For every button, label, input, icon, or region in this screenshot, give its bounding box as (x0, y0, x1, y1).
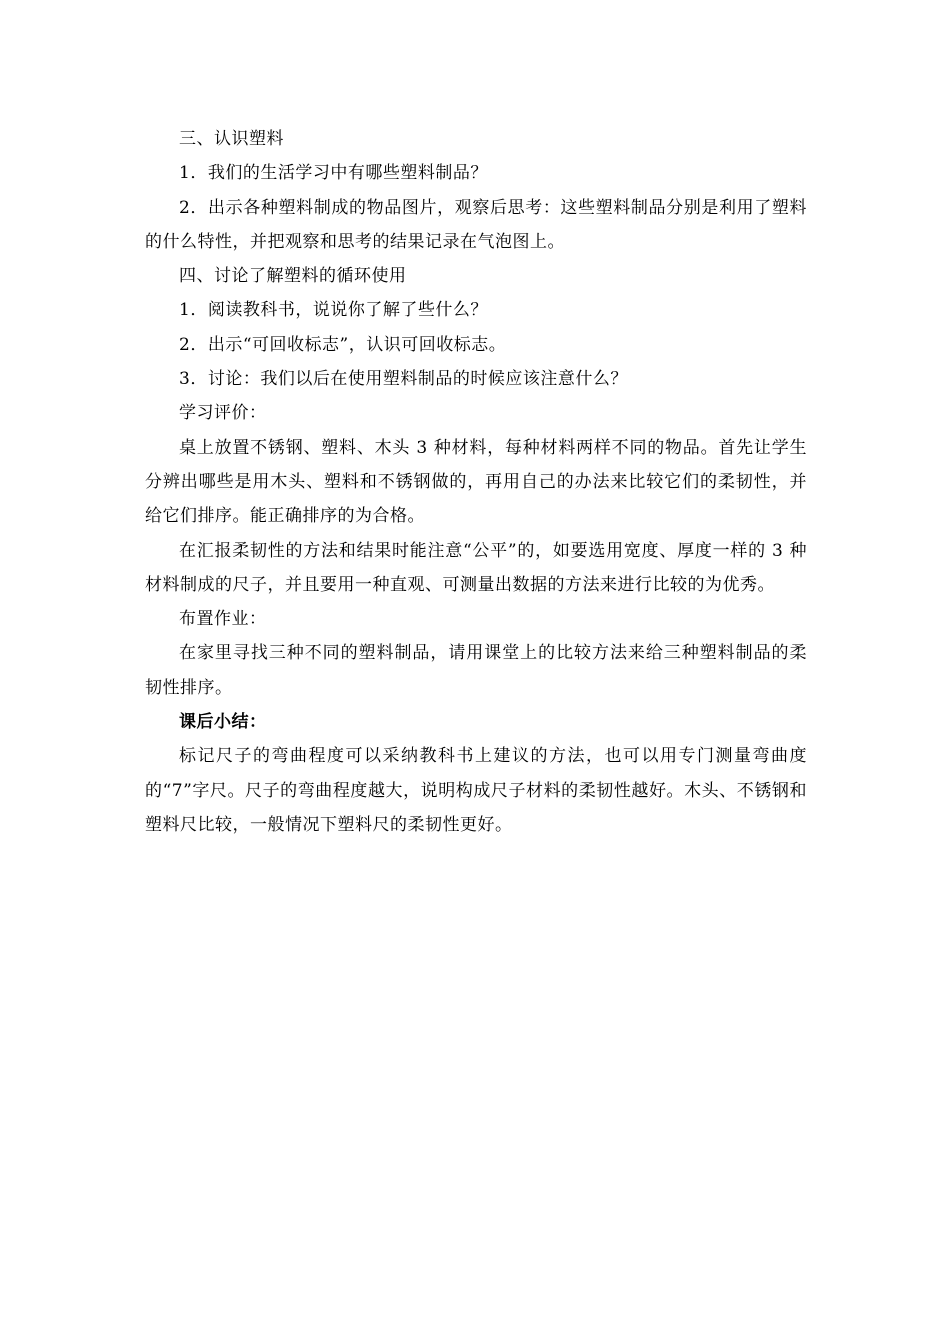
list-item: 2．出示“可回收标志”，认识可回收标志。 (179, 334, 507, 355)
evaluation-paragraph: 在汇报柔韧性的方法和结果时能注意“公平”的，如要选用宽度、厚度一样的 3 种材料制成的尺子，并且要用一种直观、可测量出数据的方法来进行比较的为优秀。 (145, 540, 807, 595)
section-heading: 三、认识塑料 (179, 129, 284, 149)
evaluation-heading: 学习评价： (179, 403, 267, 424)
document-body (145, 122, 807, 842)
list-item: 1．阅读教科书，说说你了解了些什么？ (179, 300, 488, 321)
evaluation-paragraph: 桌上放置不锈钢、塑料、木头 3 种材料，每种材料两样不同的物品。首先让学生分辨出哪些是用木头、塑料和不锈钢做的，再用自己的办法来比较它们的柔韧性，并给它们排序。能正确排序的为合格。 (145, 437, 807, 527)
summary-heading: 课后小结： (179, 712, 267, 733)
list-item: 1．我们的生活学习中有哪些塑料制品？ (179, 163, 488, 184)
homework-paragraph: 在家里寻找三种不同的塑料制品，请用课堂上的比较方法来给三种塑料制品的柔韧性排序。 (145, 643, 807, 698)
list-item: 3．讨论：我们以后在使用塑料制品的时候应该注意什么？ (179, 369, 628, 390)
list-item: 2．出示各种塑料制成的物品图片，观察后思考：这些塑料制品分别是利用了塑料的什么特性，并把观察和思考的结果记录在气泡图上。 (145, 197, 807, 252)
homework-heading: 布置作业： (179, 609, 267, 630)
section-heading: 四、讨论了解塑料的循环使用 (179, 266, 407, 287)
summary-paragraph: 标记尺子的弯曲程度可以采纳教科书上建议的方法，也可以用专门测量弯曲度的“7”字尺。尺子的弯曲程度越大，说明构成尺子材料的柔韧性越好。木头、不锈钢和塑料尺比较，一般情况下塑料尺的柔韧性更好。 (145, 746, 807, 835)
